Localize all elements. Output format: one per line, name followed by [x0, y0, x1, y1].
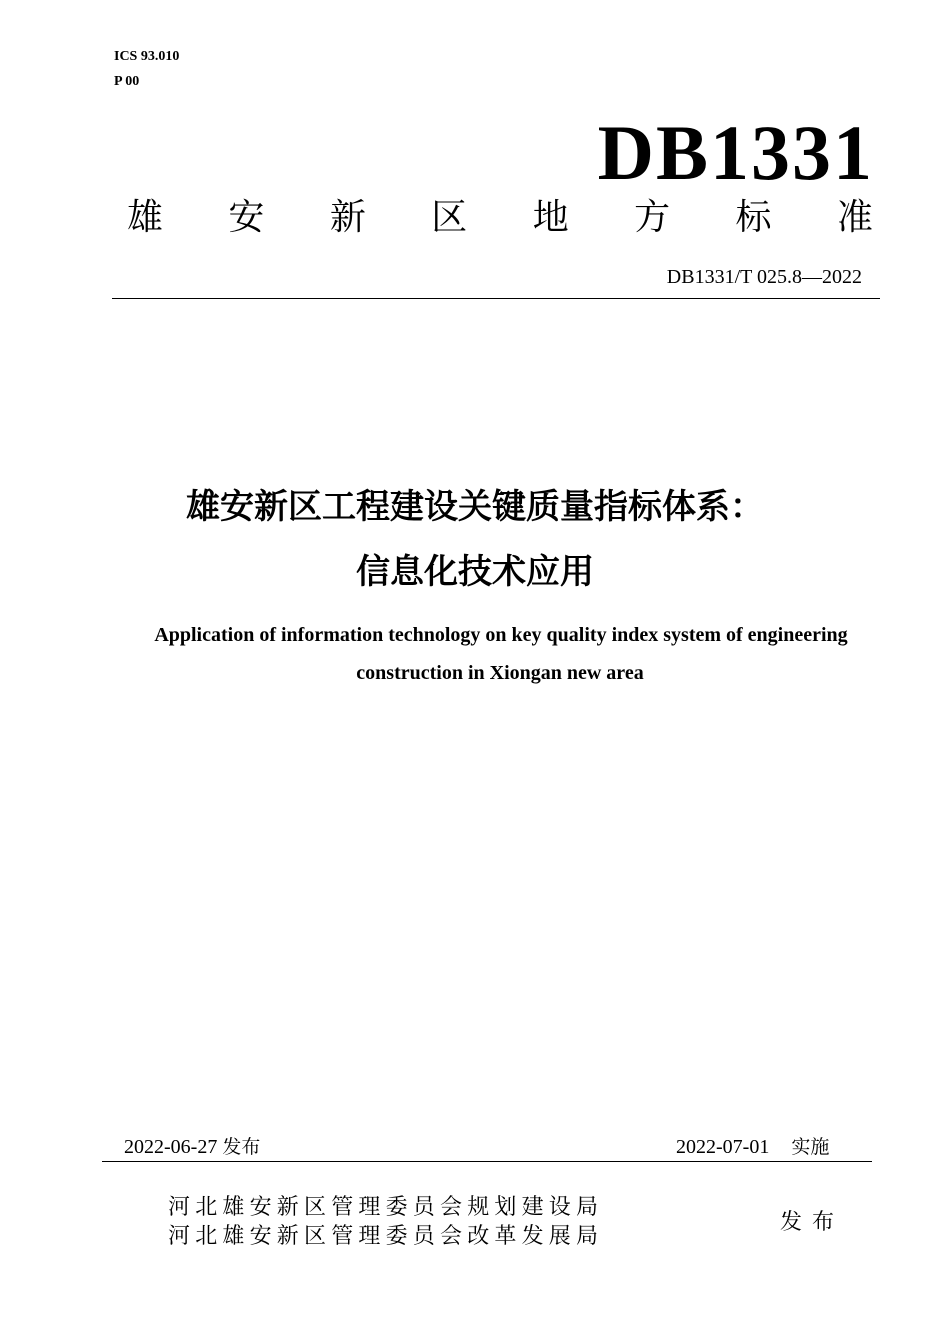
- standard-type-char: 标: [735, 197, 772, 238]
- issue-date: 2022-06-27: [124, 1136, 218, 1158]
- standard-code-logo: DB1331: [597, 109, 874, 196]
- title-cn-line-1: 雄安新区工程建设关键质量指标体系：: [186, 487, 764, 527]
- standard-type-char: 雄: [127, 197, 164, 238]
- standard-type-char: 准: [836, 197, 873, 238]
- ccs-code: P 00: [114, 74, 140, 89]
- footer-divider: [102, 1161, 872, 1162]
- title-cn-line-2: 信息化技术应用: [356, 552, 594, 592]
- issue-date-block: [124, 1134, 260, 1160]
- standard-type-char: 区: [431, 197, 468, 238]
- issuer-line-1: 河北雄安新区管理委员会规划建设局: [168, 1195, 604, 1220]
- ics-code: ICS 93.010: [114, 49, 180, 64]
- standard-type-char: 新: [329, 197, 366, 238]
- standard-type-char: 安: [228, 197, 265, 238]
- implement-date-block: [676, 1134, 829, 1160]
- standard-type-char: 方: [634, 197, 671, 238]
- standard-type-heading: [127, 196, 873, 240]
- standard-type-char: 地: [532, 197, 569, 238]
- header-divider: [112, 298, 880, 299]
- title-en-line-2: construction in Xiongan new area: [356, 662, 644, 684]
- title-en-line-1: Application of information technology on key quality index system of engineering: [154, 624, 848, 646]
- issuer-line-2: 河北雄安新区管理委员会改革发展局: [168, 1224, 604, 1249]
- issue-label: 发布: [222, 1136, 261, 1158]
- implement-label: 实施: [791, 1136, 830, 1158]
- standard-number: DB1331/T 025.8—2022: [666, 266, 862, 288]
- publish-label: 发布: [780, 1210, 845, 1235]
- implement-date: 2022-07-01: [676, 1136, 770, 1158]
